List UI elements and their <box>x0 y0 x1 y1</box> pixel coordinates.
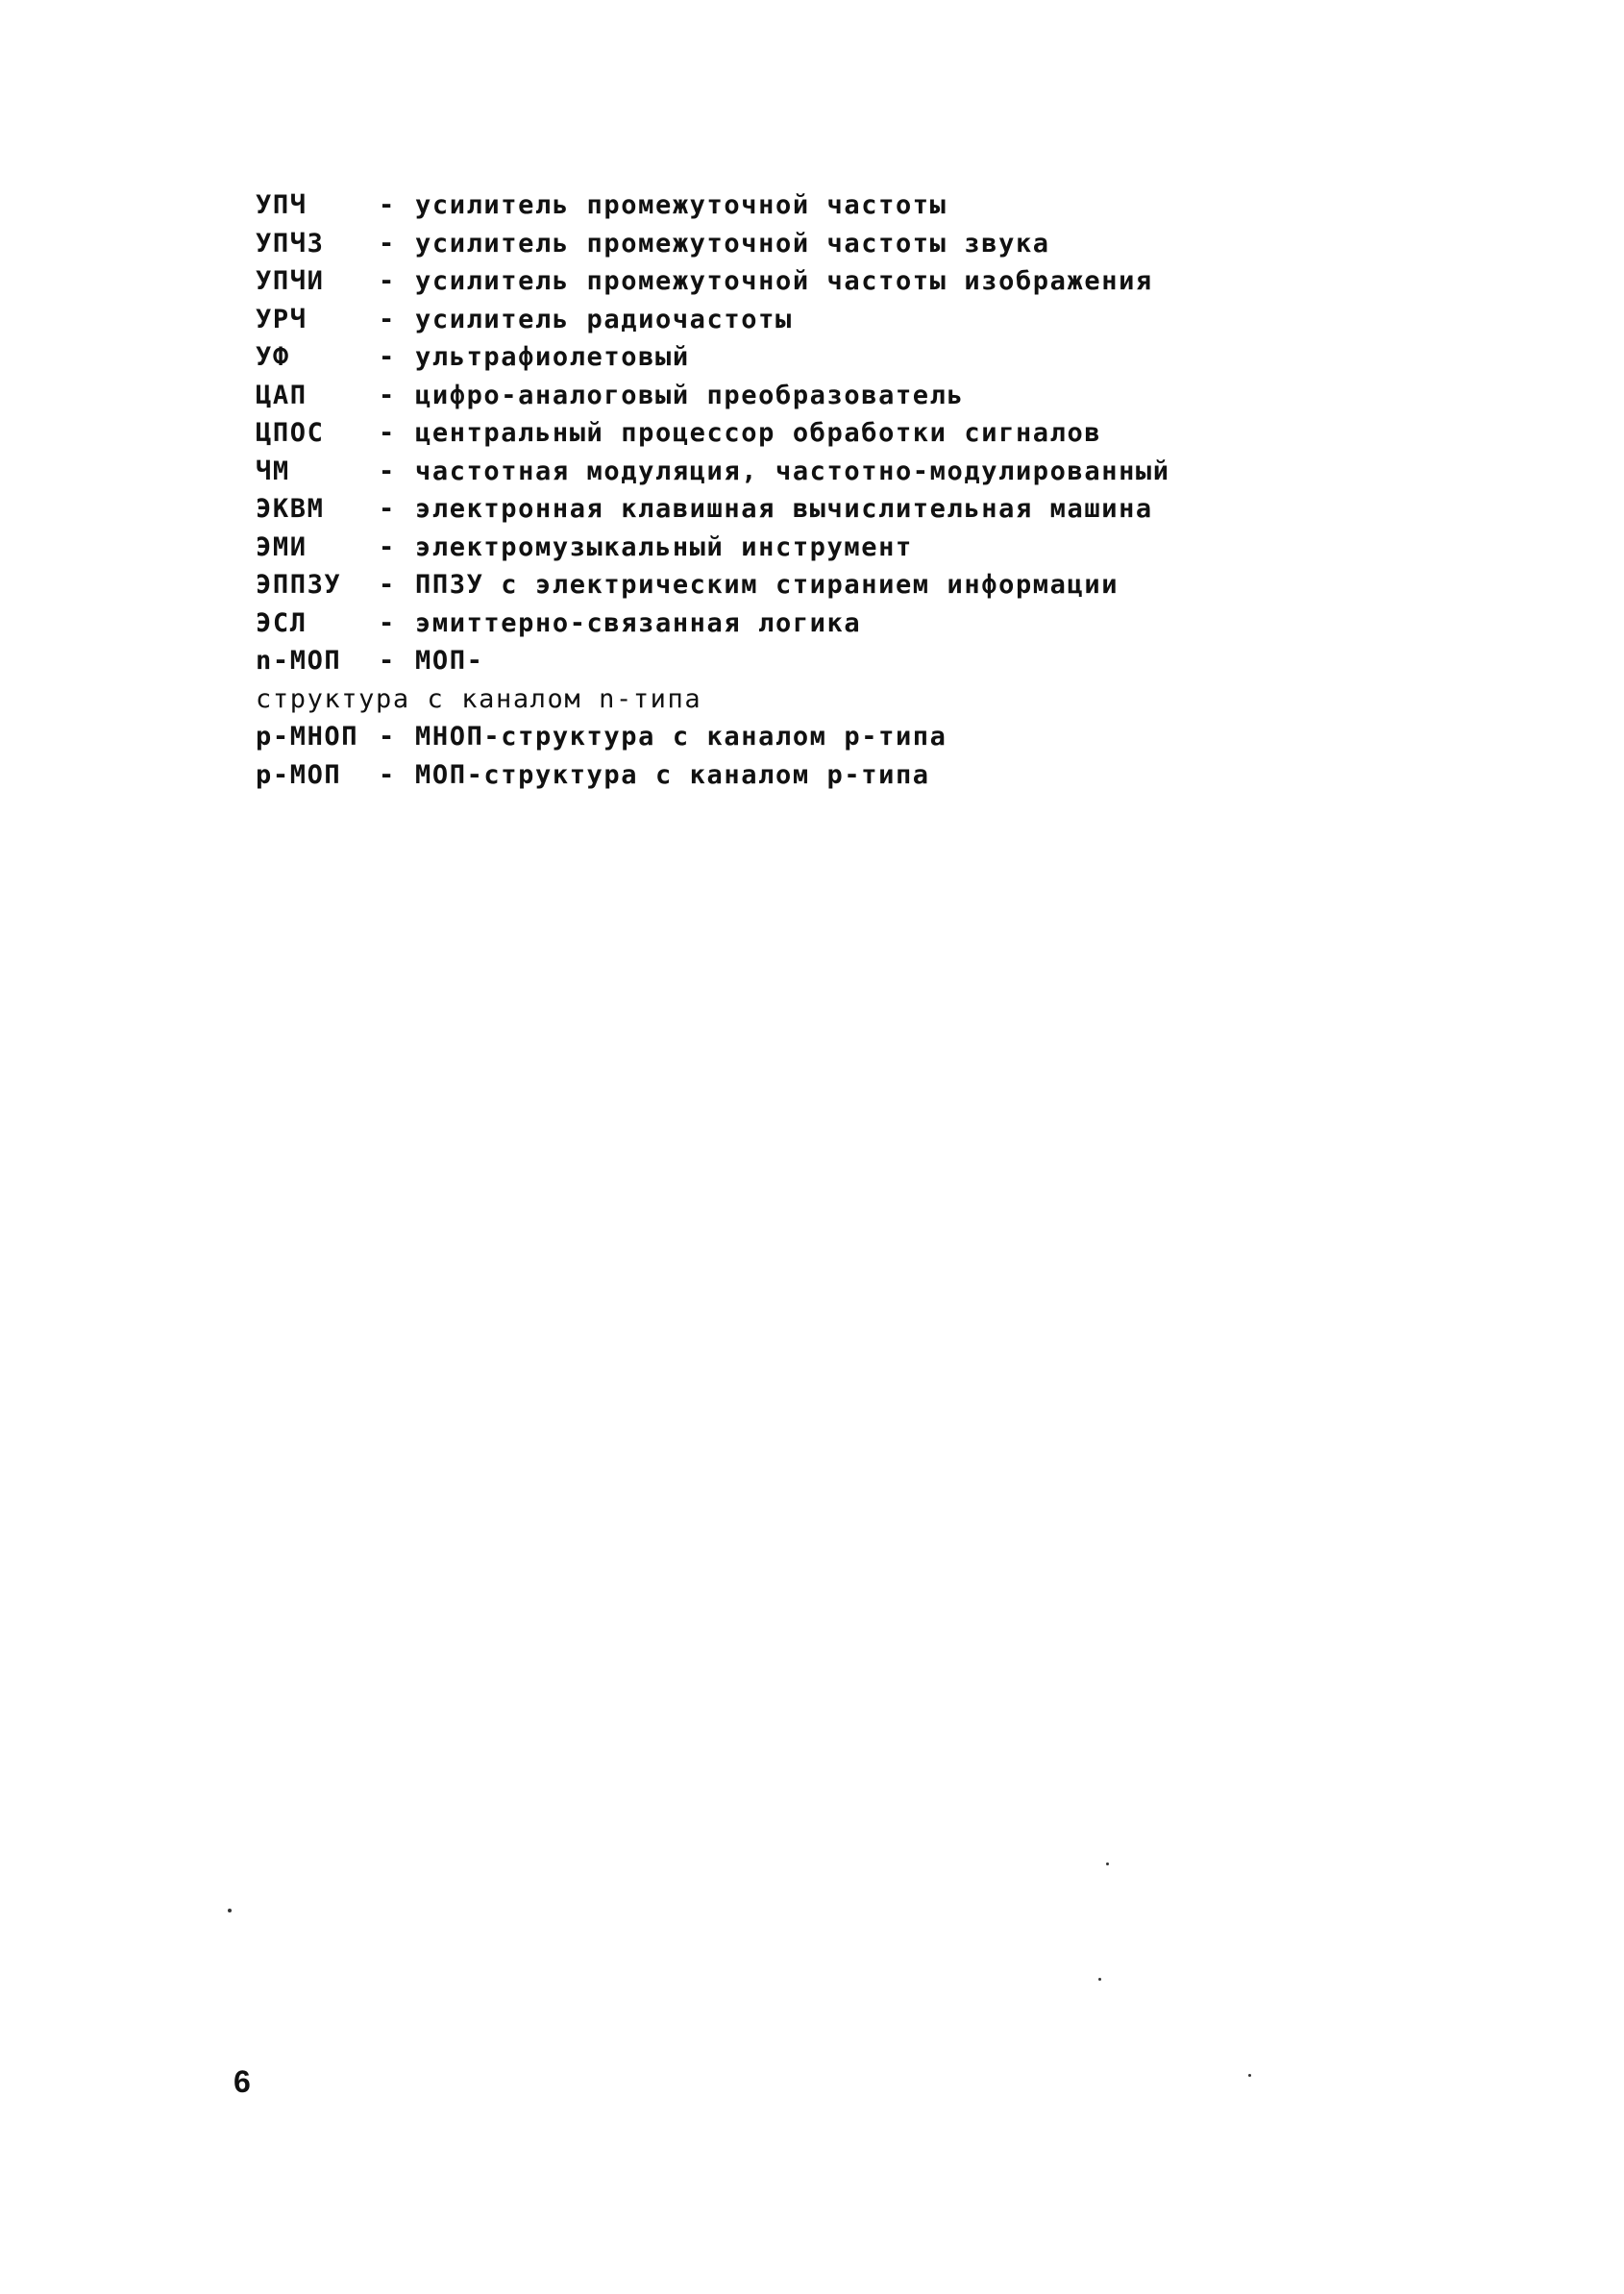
abbreviation-row <box>256 570 1217 608</box>
abbreviation-term: УПЧ <box>256 190 308 220</box>
abbreviation-dash: - <box>379 456 396 486</box>
abbreviation-term: ЦАП <box>256 380 308 410</box>
abbreviation-dash: - <box>379 418 396 448</box>
abbreviation-term: n-МОП <box>256 646 342 676</box>
continuation-line: структура с каналом n-типа <box>256 683 702 714</box>
abbreviation-definition: частотная модуляция, частотно-модулированный <box>415 456 1170 486</box>
abbreviation-row <box>256 494 1217 532</box>
abbreviation-dash: - <box>379 570 396 600</box>
abbreviation-dash: - <box>379 494 396 524</box>
abbreviation-dash: - <box>379 228 396 259</box>
abbreviation-term: УРЧ <box>256 304 308 334</box>
abbreviation-dash: - <box>379 646 396 676</box>
abbreviation-definition: ППЗУ с электрическим стиранием информации <box>415 570 1120 600</box>
abbreviation-definition: МОП-структура с каналом р-типа <box>415 759 930 790</box>
abbreviation-definition: усилитель промежуточной частоты звука <box>415 228 1050 259</box>
abbreviation-row <box>256 722 1217 760</box>
abbreviation-definition: усилитель радиочастоты <box>415 304 793 334</box>
abbreviation-dash: - <box>379 190 396 220</box>
abbreviation-definition: центральный процессор обработки сигналов <box>415 418 1102 448</box>
abbreviation-definition: ультрафиолетовый <box>415 342 690 372</box>
scan-speck <box>228 1909 232 1912</box>
abbreviation-definition: МНОП-структура с каналом р-типа <box>415 722 947 752</box>
abbreviation-row <box>256 381 1217 419</box>
abbreviation-row <box>256 760 1217 799</box>
abbreviation-definition: усилитель промежуточной частоты <box>415 190 947 220</box>
abbreviation-dash: - <box>379 722 396 752</box>
abbreviation-definition: МОП- <box>415 646 484 676</box>
abbreviation-row <box>256 342 1217 381</box>
abbreviation-list <box>256 190 1217 798</box>
abbreviation-dash: - <box>379 531 396 562</box>
abbreviation-row <box>256 305 1217 343</box>
abbreviation-term: р-МНОП <box>256 722 359 752</box>
abbreviation-term: УФ <box>256 342 290 372</box>
abbreviation-row <box>256 646 1217 684</box>
abbreviation-dash: - <box>379 266 396 296</box>
abbreviation-dash: - <box>379 342 396 372</box>
abbreviation-term: ЭКВМ <box>256 494 325 524</box>
abbreviation-definition: эмиттерно-связанная логика <box>415 607 862 638</box>
abbreviation-row <box>256 456 1217 495</box>
abbreviation-dash: - <box>379 607 396 638</box>
abbreviation-term: ЭМИ <box>256 531 308 562</box>
abbreviation-dash: - <box>379 380 396 410</box>
abbreviation-term: ЧМ <box>256 456 290 486</box>
abbreviation-term: ЦПОС <box>256 418 325 448</box>
abbreviation-row <box>256 608 1217 647</box>
abbreviation-definition: электронная клавишная вычислительная машина <box>415 494 1153 524</box>
scan-speck <box>1248 2074 1251 2077</box>
abbreviation-dash: - <box>379 759 396 790</box>
abbreviation-term: ЭСЛ <box>256 607 308 638</box>
abbreviation-row <box>256 266 1217 305</box>
scan-speck <box>1098 1978 1101 1981</box>
abbreviation-term: р-МОП <box>256 759 342 790</box>
page-number: 6 <box>234 2064 251 2099</box>
abbreviation-row <box>256 229 1217 267</box>
abbreviation-definition: цифро-аналоговый преобразователь <box>415 380 965 410</box>
abbreviation-row <box>256 532 1217 571</box>
abbreviation-term: УПЧЗ <box>256 228 325 259</box>
scan-speck <box>1106 1862 1109 1865</box>
abbreviation-definition: электромузыкальный инструмент <box>415 531 913 562</box>
abbreviation-row <box>256 418 1217 456</box>
abbreviation-definition: усилитель промежуточной частоты изображения <box>415 266 1153 296</box>
abbreviation-term: ЭППЗУ <box>256 570 342 600</box>
abbreviation-dash: - <box>379 304 396 334</box>
abbreviation-row <box>256 190 1217 229</box>
abbreviation-term: УПЧИ <box>256 266 325 296</box>
